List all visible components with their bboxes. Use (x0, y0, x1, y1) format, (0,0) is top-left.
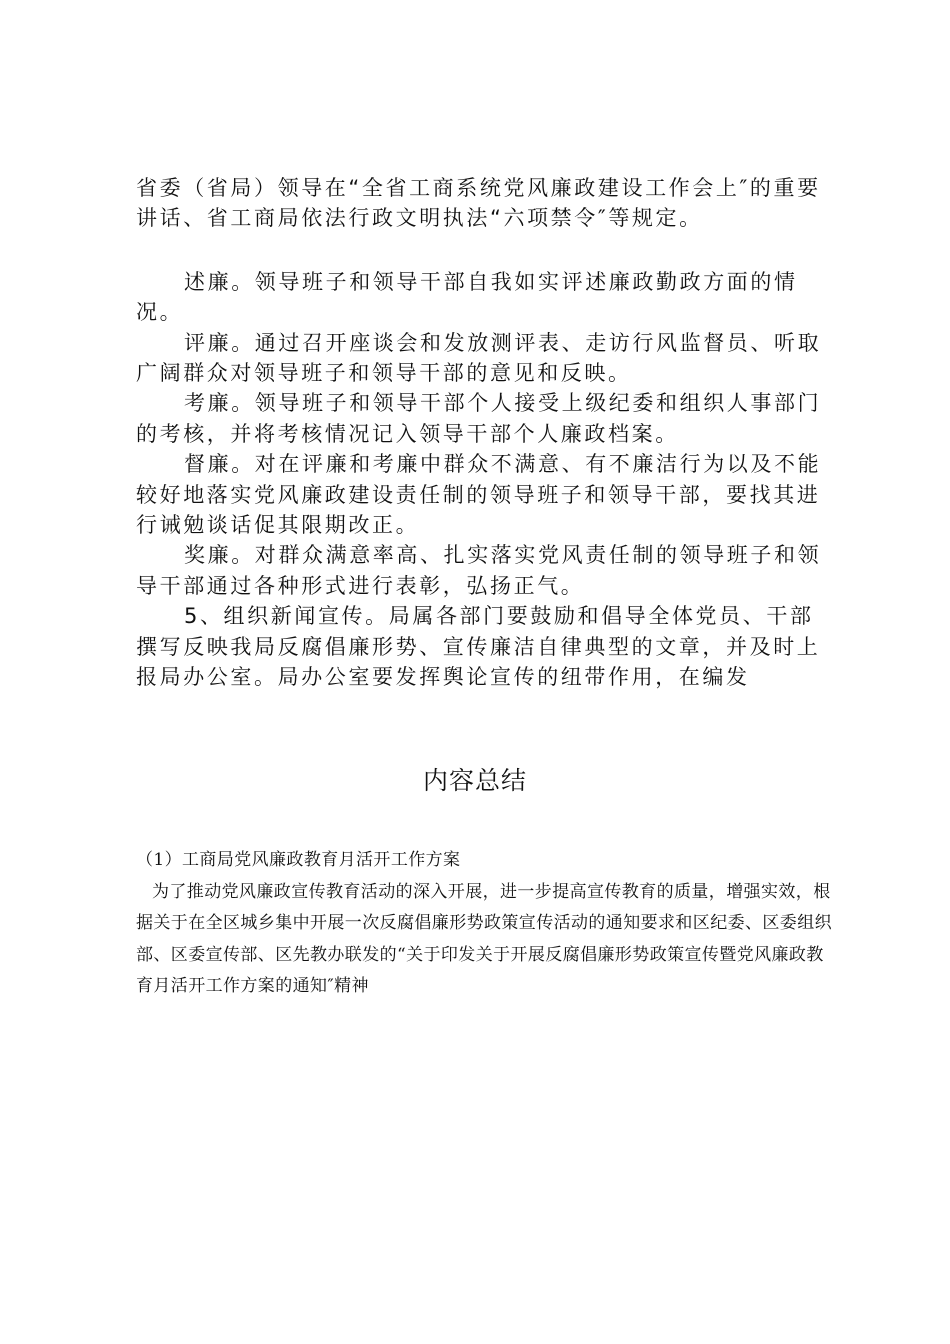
summary-item-body: 为了推动党风廉政宣传教育活动的深入开展，进一步提高宣传教育的质量，增强实效，根据关于在全区城乡集中开展一次反腐倡廉形势政策宣传活动的通知要求和区纪委、区委组织部、区委宣传部、区先教办联发的“关于印发关于开展反腐倡廉形势政策宣传暨党风廉政教育月活开工作方案的通知″精神 (136, 881, 832, 997)
paragraph-dulian: 督廉。对在评廉和考廉中群众不满意、有不廉洁行为以及不能较好地落实党风廉政建设责任制的领导班子和领导干部，要找其进行诫勉谈话促其限期改正。 (136, 452, 822, 538)
paragraph-shulian: 述廉。领导班子和领导干部自我如实评述廉政勤政方面的情况。 (136, 269, 798, 325)
paragraph-kaolian: 考廉。领导班子和领导干部个人接受上级纪委和组织人事部门的考核，并将考核情况记入领导干部个人廉政档案。 (136, 391, 822, 446)
summary-title: 内容总结 (422, 766, 527, 795)
paragraph-news-publicity: 5、组织新闻宣传。局属各部门要鼓励和倡导全体党员、干部撰写反映我局反腐倡廉形势、宣传廉洁自律典型的文章，并及时上报局办公室。局办公室要发挥舆论宣传的纽带作用，在编发 (136, 604, 821, 690)
paragraph-regulations: 省委（省局）领导在“全省工商系统党风廉政建设工作会上″的重要讲话、省工商局依法行政文明执法“六项禁令″等规定。 (136, 176, 821, 231)
paragraph-jianglian: 奖廉。对群众满意率高、扎实落实党风责任制的领导班子和领导干部通过各种形式进行表彰，弘扬正气。 (136, 543, 822, 598)
paragraph-pinglian: 评廉。通过召开座谈会和发放测评表、走访行风监督员、听取广阔群众对领导班子和领导干部的意见和反映。 (136, 330, 822, 386)
summary-item-heading: （1）工商局党风廉政教育月活开工作方案 (136, 850, 461, 870)
paragraph-gap (136, 234, 836, 267)
summary-section (136, 845, 836, 1003)
document-body (136, 173, 836, 693)
